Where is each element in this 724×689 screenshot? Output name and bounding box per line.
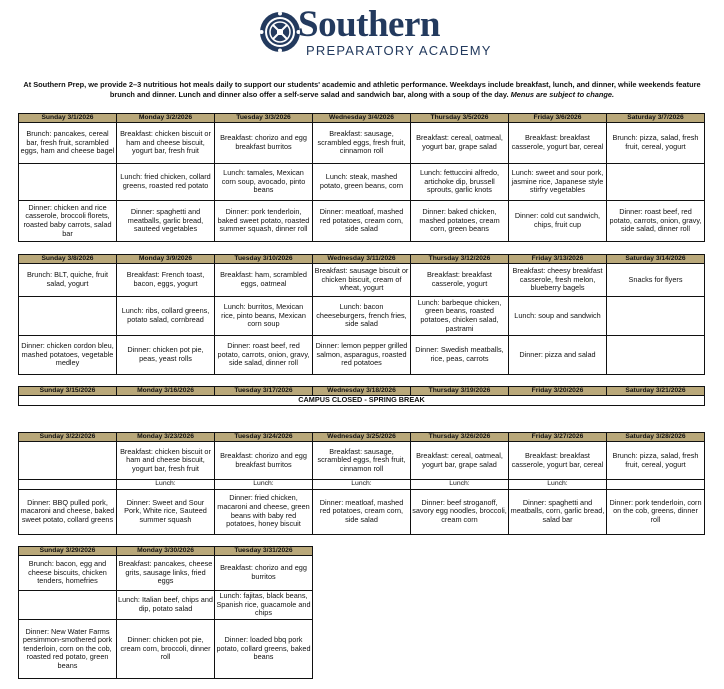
day-header: Friday 3/20/2026 xyxy=(509,387,607,396)
breakfast-row xyxy=(19,264,705,297)
breakfast-row xyxy=(19,556,313,591)
day-header: Friday 3/6/2026 xyxy=(509,114,607,123)
day-header: Tuesday 3/10/2026 xyxy=(215,255,313,264)
meal-cell: Breakfast: sausage biscuit or chicken biscuit, cream of wheat, yogurt xyxy=(313,264,411,297)
meal-cell xyxy=(607,164,705,201)
day-header: Wednesday 3/4/2026 xyxy=(313,114,411,123)
meal-cell: Brunch: pizza, salad, fresh fruit, cereal, yogurt xyxy=(607,442,705,480)
meal-cell: Dinner: fried chicken, macaroni and cheese, green beans with baby red potatoes, honey biscuit xyxy=(215,489,313,534)
meal-cell: Lunch: Italian beef, chips and dip, potato salad xyxy=(117,591,215,620)
dinner-row xyxy=(19,336,705,375)
meal-cell: Dinner: BBQ pulled pork, macaroni and cheese, baked sweet potato, collard greens xyxy=(19,489,117,534)
day-header: Friday 3/13/2026 xyxy=(509,255,607,264)
day-header: Sunday 3/1/2026 xyxy=(19,114,117,123)
meal-cell: Dinner: roast beef, red potato, carrots, onion, gravy, side salad, dinner roll xyxy=(215,336,313,375)
dinner-row xyxy=(19,620,313,679)
breakfast-row xyxy=(19,442,705,480)
intro-note: Menus are subject to change. xyxy=(510,90,615,99)
breakfast-row xyxy=(19,123,705,164)
meal-cell: Lunch: bacon cheeseburgers, french fries, side salad xyxy=(313,297,411,336)
meal-cell: Dinner: roast beef, red potato, carrots, onion, gravy, side salad, dinner roll xyxy=(607,201,705,242)
meal-cell: Dinner: spaghetti and meatballs, garlic bread, sauteed vegetables xyxy=(117,201,215,242)
meal-cell: Dinner: meatloaf, mashed red potatoes, cream corn, side salad xyxy=(313,201,411,242)
lunch-row xyxy=(19,164,705,201)
week-table xyxy=(18,432,705,535)
meal-cell: Breakfast: sausage, scrambled eggs, fresh fruit, cinnamon roll xyxy=(313,123,411,164)
meal-cell: Breakfast: breakfast casserole, yogurt bar, cereal xyxy=(509,442,607,480)
meal-cell: Dinner: spaghetti and meatballs, corn, garlic bread, salad bar xyxy=(509,489,607,534)
day-header-row xyxy=(19,547,313,556)
meal-cell xyxy=(607,480,705,490)
day-header: Monday 3/30/2026 xyxy=(117,547,215,556)
meal-cell: Breakfast: chicken biscuit or ham and cheese biscuit, yogurt bar, fresh fruit xyxy=(117,442,215,480)
day-header: Saturday 3/7/2026 xyxy=(607,114,705,123)
meal-cell: Dinner: pizza and salad xyxy=(509,336,607,375)
meal-cell xyxy=(19,164,117,201)
day-header-row xyxy=(19,255,705,264)
lunch-row xyxy=(19,480,705,490)
meal-cell: Dinner: loaded bbq pork potato, collard greens, baked beans xyxy=(215,620,313,679)
meal-cell: Breakfast: French toast, bacon, eggs, yogurt xyxy=(117,264,215,297)
meal-cell: Lunch: xyxy=(313,480,411,490)
campus-closed-notice: CAMPUS CLOSED - SPRING BREAK xyxy=(19,396,705,406)
meal-cell: Breakfast: chorizo and egg breakfast burritos xyxy=(215,123,313,164)
dinner-row xyxy=(19,489,705,534)
meal-cell xyxy=(607,297,705,336)
day-header: Friday 3/27/2026 xyxy=(509,433,607,442)
meal-cell: Breakfast: sausage, scrambled eggs, fresh fruit, cinnamon roll xyxy=(313,442,411,480)
meal-cell: Lunch: tamales, Mexican corn soup, avocado, pinto beans xyxy=(215,164,313,201)
meal-cell xyxy=(607,336,705,375)
meal-cell: Dinner: beef stroganoff, savory egg noodles, broccoli, cream corn xyxy=(411,489,509,534)
lunch-row xyxy=(19,591,313,620)
dinner-row xyxy=(19,201,705,242)
day-header: Sunday 3/29/2026 xyxy=(19,547,117,556)
meal-cell: Brunch: bacon, egg and cheese biscuits, chicken tenders, homefries xyxy=(19,556,117,591)
meal-cell: Dinner: cold cut sandwich, chips, fruit cup xyxy=(509,201,607,242)
week-table xyxy=(18,546,313,679)
lunch-row xyxy=(19,297,705,336)
intro-text: At Southern Prep, we provide 2–3 nutritious hot meals daily to support our students' academic and athletic performance. Weekdays include breakfast, lunch, and dinner, while weekends feature brunch and dinner. Lunch and dinner also offer a self-serve salad and sandwich bar, along with a soup of the day. xyxy=(23,80,701,99)
meal-cell: Breakfast: pancakes, cheese grits, sausage links, fried eggs xyxy=(117,556,215,591)
day-header: Monday 3/2/2026 xyxy=(117,114,215,123)
school-brand xyxy=(298,6,492,58)
school-subtitle: PREPARATORY ACADEMY xyxy=(306,43,492,58)
day-header: Thursday 3/12/2026 xyxy=(411,255,509,264)
meal-cell: Dinner: chicken cordon bleu, mashed potatoes, vegetable medley xyxy=(19,336,117,375)
meal-cell: Breakfast: cereal, oatmeal, yogurt bar, grape salad xyxy=(411,442,509,480)
day-header-row xyxy=(19,433,705,442)
meal-cell: Brunch: BLT, quiche, fruit salad, yogurt xyxy=(19,264,117,297)
day-header: Wednesday 3/11/2026 xyxy=(313,255,411,264)
day-header: Sunday 3/15/2026 xyxy=(19,387,117,396)
day-header: Tuesday 3/17/2026 xyxy=(215,387,313,396)
meal-cell: Breakfast: chorizo and egg breakfast burritos xyxy=(215,442,313,480)
meal-cell: Lunch: fried chicken, collard greens, roasted red potato xyxy=(117,164,215,201)
day-header: Thursday 3/19/2026 xyxy=(411,387,509,396)
meal-cell: Dinner: chicken pot pie, cream corn, broccoli, dinner roll xyxy=(117,620,215,679)
school-name: Southern xyxy=(298,4,440,45)
meal-cell: Snacks for flyers xyxy=(607,264,705,297)
day-header: Monday 3/23/2026 xyxy=(117,433,215,442)
day-header: Wednesday 3/25/2026 xyxy=(313,433,411,442)
meal-cell: Lunch: steak, mashed potato, green beans, corn xyxy=(313,164,411,201)
intro-paragraph xyxy=(18,80,706,100)
meal-cell: Lunch: soup and sandwich xyxy=(509,297,607,336)
day-header-row xyxy=(19,387,705,396)
header xyxy=(0,0,724,75)
day-header: Sunday 3/8/2026 xyxy=(19,255,117,264)
meal-cell: Lunch: xyxy=(411,480,509,490)
meal-cell: Lunch: ribs, collard greens, potato salad, cornbread xyxy=(117,297,215,336)
day-header: Thursday 3/5/2026 xyxy=(411,114,509,123)
meal-cell: Lunch: barbeque chicken, green beans, roasted potatoes, chicken salad, pastrami xyxy=(411,297,509,336)
day-header-row xyxy=(19,114,705,123)
meal-cell: Breakfast: breakfast casserole, yogurt xyxy=(411,264,509,297)
meal-cell: Lunch: xyxy=(215,480,313,490)
week-table xyxy=(18,386,705,406)
day-header: Saturday 3/21/2026 xyxy=(607,387,705,396)
meal-cell xyxy=(19,442,117,480)
day-header: Thursday 3/26/2026 xyxy=(411,433,509,442)
meal-cell: Dinner: chicken and rice casserole, broccoli florets, roasted baby carrots, salad bar xyxy=(19,201,117,242)
meal-cell: Lunch: xyxy=(117,480,215,490)
day-header: Tuesday 3/3/2026 xyxy=(215,114,313,123)
meal-cell: Lunch: burritos, Mexican rice, pinto beans, Mexican corn soup xyxy=(215,297,313,336)
meal-cell: Dinner: pork tenderloin, corn on the cob, greens, dinner roll xyxy=(607,489,705,534)
day-header: Monday 3/16/2026 xyxy=(117,387,215,396)
meal-cell xyxy=(19,297,117,336)
meal-cell: Dinner: pork tenderloin, baked sweet potato, roasted summer squash, dinner roll xyxy=(215,201,313,242)
meal-cell: Breakfast: breakfast casserole, yogurt bar, cereal xyxy=(509,123,607,164)
meal-cell: Dinner: lemon pepper grilled salmon, asparagus, roasted red potatoes xyxy=(313,336,411,375)
meal-cell: Lunch: fajitas, black beans, Spanish rice, guacamole and chips xyxy=(215,591,313,620)
meal-cell: Breakfast: chorizo and egg burritos xyxy=(215,556,313,591)
meal-cell: Dinner: Sweet and Sour Pork, White rice, Sauteed summer squash xyxy=(117,489,215,534)
meal-cell xyxy=(19,480,117,490)
meal-cell: Breakfast: chicken biscuit or ham and cheese biscuit, yogurt bar, fresh fruit xyxy=(117,123,215,164)
meal-cell: Dinner: meatloaf, mashed red potatoes, cream corn, side salad xyxy=(313,489,411,534)
meal-cell: Dinner: New Water Farms persimmon-smothered pork tenderloin, corn on the cob, roasted red potato, green beans xyxy=(19,620,117,679)
day-header: Sunday 3/22/2026 xyxy=(19,433,117,442)
meal-cell: Lunch: fettuccini alfredo, artichoke dip, brussell sprouts, garlic knots xyxy=(411,164,509,201)
meal-cell: Breakfast: ham, scrambled eggs, oatmeal xyxy=(215,264,313,297)
day-header: Wednesday 3/18/2026 xyxy=(313,387,411,396)
meal-cell xyxy=(19,591,117,620)
week-table xyxy=(18,113,705,242)
meal-cell: Brunch: pancakes, cereal bar, fresh fruit, scrambled eggs, ham and cheese bagel xyxy=(19,123,117,164)
meal-cell: Dinner: chicken pot pie, peas, yeast rolls xyxy=(117,336,215,375)
day-header: Monday 3/9/2026 xyxy=(117,255,215,264)
meal-cell: Lunch: sweet and sour pork, jasmine rice, Japanese style stirfry vegetables xyxy=(509,164,607,201)
day-header: Tuesday 3/24/2026 xyxy=(215,433,313,442)
meal-cell: Dinner: baked chicken, mashed potatoes, cream corn, green beans xyxy=(411,201,509,242)
school-crest-icon xyxy=(258,10,302,54)
day-header: Tuesday 3/31/2026 xyxy=(215,547,313,556)
week-table xyxy=(18,254,705,375)
day-header: Saturday 3/14/2026 xyxy=(607,255,705,264)
day-header: Saturday 3/28/2026 xyxy=(607,433,705,442)
meal-cell: Breakfast: cereal, oatmeal, yogurt bar, grape salad xyxy=(411,123,509,164)
meal-cell: Lunch: xyxy=(509,480,607,490)
meal-cell: Breakfast: cheesy breakfast casserole, fresh melon, blueberry bagels xyxy=(509,264,607,297)
meal-cell: Dinner: Swedish meatballs, rice, peas, carrots xyxy=(411,336,509,375)
meal-cell: Brunch: pizza, salad, fresh fruit, cereal, yogurt xyxy=(607,123,705,164)
